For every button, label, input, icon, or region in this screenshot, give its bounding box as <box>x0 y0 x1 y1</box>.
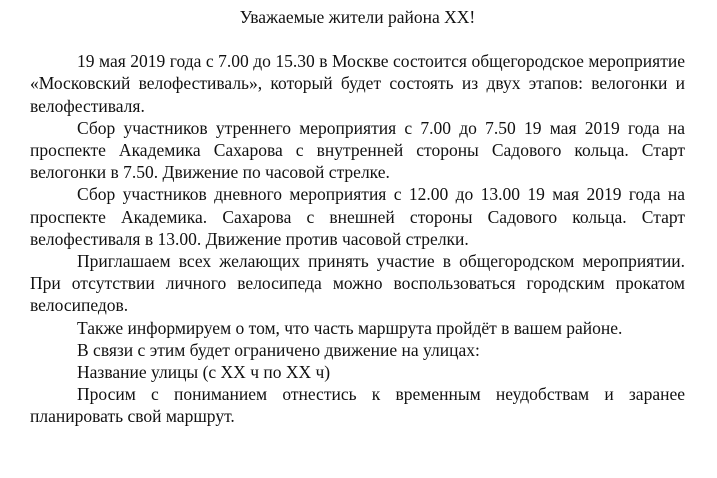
paragraph-street-name: Название улицы (с XX ч по XX ч) <box>77 362 331 383</box>
notice-title: Уважаемые жители района XX! <box>239 7 476 27</box>
paragraph-afternoon-gathering: Сбор участников дневного мероприятия с 12.00 до 13.00 19 мая 2019 года на проспекте Академика. Сахарова с внешней стороны Садового кольца. Старт велофестиваля в 13.00. Движение против часовой стрелки. <box>30 184 685 249</box>
paragraph-route-info: Также информируем о том, что часть маршрута пройдёт в вашем районе. <box>77 317 623 338</box>
paragraph-morning-gathering: Сбор участников утреннего мероприятия с 7.00 до 7.50 19 мая 2019 года на проспекте Академика Сахарова с внутренней стороны Садового кольца. Старт велогонки в 7.50. Движение по часовой стрелке. <box>30 117 685 183</box>
paragraph-invitation: Приглашаем всех желающих принять участие в общегородском мероприятии. При отсутствии личного велосипеда можно воспользоваться городским прокатом велосипедов. <box>30 251 685 316</box>
paragraph-event-announcement: 19 мая 2019 года с 7.00 до 15.30 в Москве состоится общегородское мероприятие «Московский велофестиваль», который будет состоять из двух этапов: велогонки и велофестиваля. <box>30 51 685 116</box>
notice-document <box>30 6 685 428</box>
paragraph-traffic-restriction: В связи с этим будет ограничено движение на улицах: <box>77 339 480 360</box>
paragraph-apology: Просим с пониманием отнестись к временным неудобствам и заранее планировать свой маршрут. <box>30 384 685 427</box>
